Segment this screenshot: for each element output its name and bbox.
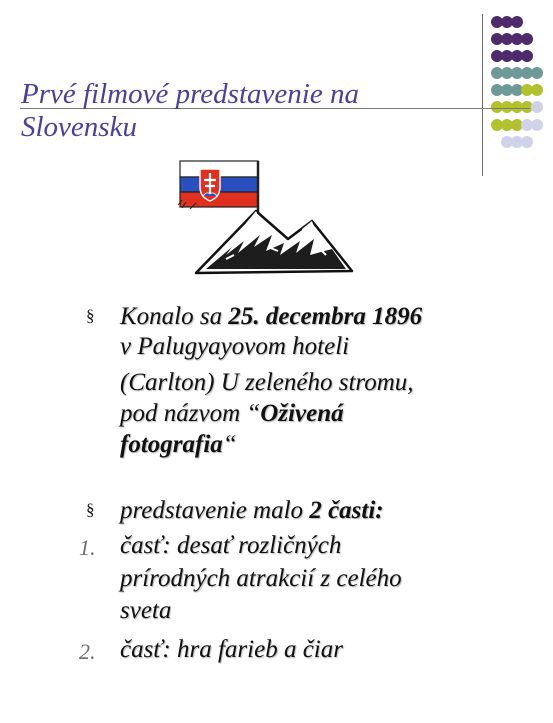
title-line-2: Slovensku: [21, 111, 137, 143]
item-number-2: 2.: [79, 639, 96, 664]
bullet-1-line-3: (Carlton) U zeleného stromu,: [120, 369, 414, 396]
bullet-2-line: [120, 497, 384, 524]
mountain-flag-icon: [176, 155, 356, 275]
title-line-1: Prvé filmové predstavenie na: [21, 78, 359, 110]
bullet-marker-2: §: [86, 500, 95, 519]
bullet-1-line-4: [120, 400, 344, 427]
bullet-1-name-b: fotografia: [120, 431, 223, 458]
bullet-2-parts: 2 časti:: [309, 497, 384, 524]
bullet-1-line-2: v Palugyayovom hoteli: [120, 333, 350, 360]
bullet-1-name-a: Oživená: [260, 400, 344, 427]
bullet-1-line-1: [120, 303, 422, 330]
item-1-line-1: časť: desať rozličných: [120, 532, 342, 559]
bullet-1-text-a: Konalo sa: [120, 303, 229, 330]
bullet-1-quote-close: “: [222, 431, 237, 458]
item-1-line-2: prírodných atrakcií z celého: [120, 565, 402, 592]
item-2-line-1: časť: hra farieb a čiar: [120, 636, 343, 663]
vertical-divider: [482, 14, 483, 176]
bullet-2-text: predstavenie malo: [120, 497, 310, 524]
bullet-1-date: 25. decembra 1896: [228, 303, 423, 330]
slide-title: [21, 78, 359, 144]
bullet-marker-1: §: [86, 306, 95, 325]
item-number-1: 1.: [79, 535, 96, 560]
bullet-1-line-5: [120, 431, 237, 458]
bullet-1-text-b: pod názvom “: [120, 400, 261, 427]
item-1-line-3: sveta: [120, 597, 172, 624]
